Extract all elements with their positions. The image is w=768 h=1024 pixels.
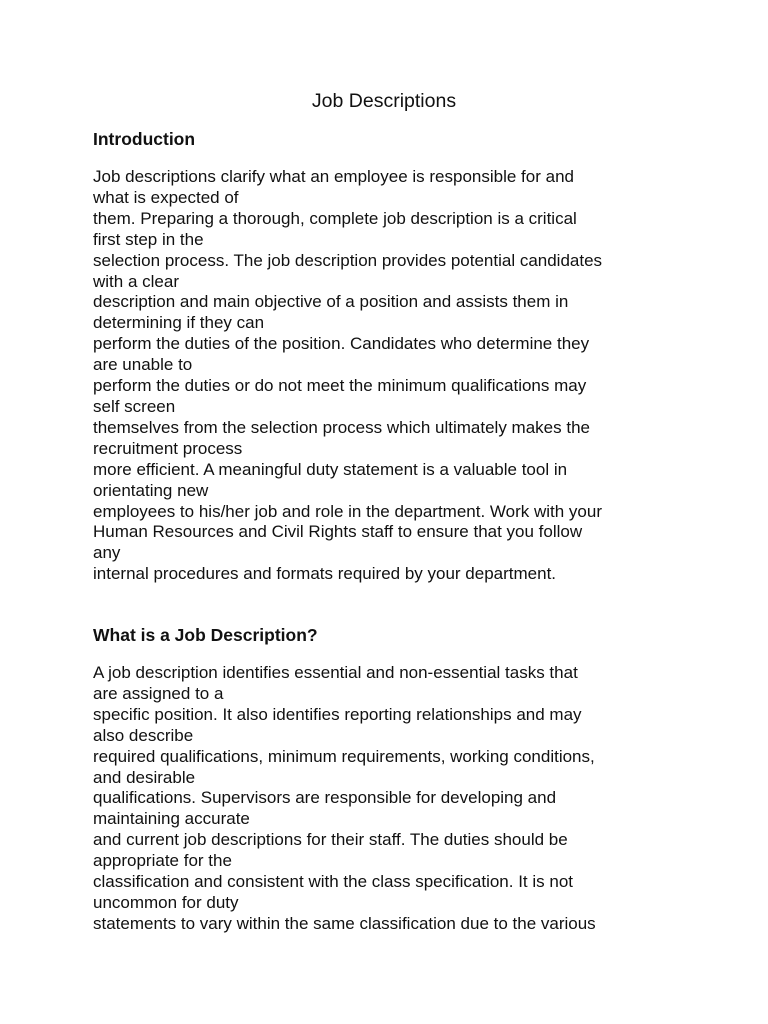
paragraph-line: and current job descriptions for their staff. The duties should be <box>93 830 568 850</box>
paragraph-line: perform the duties or do not meet the minimum qualifications may <box>93 376 587 396</box>
paragraph-line: are assigned to a <box>93 683 224 703</box>
paragraph-line: themselves from the selection process which ultimately makes the <box>93 417 590 437</box>
document-title: Job Descriptions <box>311 90 457 112</box>
paragraph-line: uncommon for duty <box>93 892 239 912</box>
paragraph-line: specific position. It also identifies reporting relationships and may <box>93 704 582 724</box>
paragraph-line: with a clear <box>93 271 179 291</box>
paragraph-line: required qualifications, minimum requirements, working conditions, <box>93 746 595 766</box>
paragraph-line: A job description identifies essential and non-essential tasks that <box>93 663 578 682</box>
section-paragraph <box>93 663 753 935</box>
paragraph-line: more efficient. A meaningful duty statement is a valuable tool in <box>93 459 568 479</box>
paragraph-line: also describe <box>93 725 194 745</box>
paragraph-line: maintaining accurate <box>93 809 250 829</box>
paragraph-line: selection process. The job description provides potential candidates <box>93 250 603 270</box>
section-introduction <box>93 128 753 585</box>
paragraph-line: internal procedures and formats required by your department. <box>93 564 557 584</box>
paragraph-line: and desirable <box>93 767 196 787</box>
paragraph-line: orientating new <box>93 480 209 500</box>
paragraph-line: appropriate for the <box>93 851 232 871</box>
section-heading: Introduction <box>93 129 196 149</box>
paragraph-line: employees to his/her job and role in the department. Work with your <box>93 501 603 521</box>
section-paragraph <box>93 167 753 585</box>
paragraph-line: Job descriptions clarify what an employee is responsible for and <box>93 167 574 186</box>
paragraph-line: qualifications. Supervisors are responsible for developing and <box>93 788 557 808</box>
paragraph-line: perform the duties of the position. Candidates who determine they <box>93 334 590 354</box>
paragraph-line: self screen <box>93 396 176 416</box>
paragraph-line: Human Resources and Civil Rights staff to ensure that you follow <box>93 522 583 542</box>
paragraph-line: determining if they can <box>93 313 265 333</box>
paragraph-line: any <box>93 543 121 563</box>
paragraph-line: are unable to <box>93 355 193 375</box>
section-heading: What is a Job Description? <box>93 625 318 645</box>
paragraph-line: recruitment process <box>93 438 243 458</box>
paragraph-line: statements to vary within the same classification due to the various <box>93 913 596 933</box>
paragraph-line: first step in the <box>93 229 204 249</box>
paragraph-line: what is expected of <box>93 187 239 207</box>
paragraph-line: description and main objective of a position and assists them in <box>93 292 569 312</box>
section-what-is-job-description <box>93 624 753 935</box>
paragraph-line: classification and consistent with the class specification. It is not <box>93 872 574 892</box>
paragraph-line: them. Preparing a thorough, complete job description is a critical <box>93 208 577 228</box>
